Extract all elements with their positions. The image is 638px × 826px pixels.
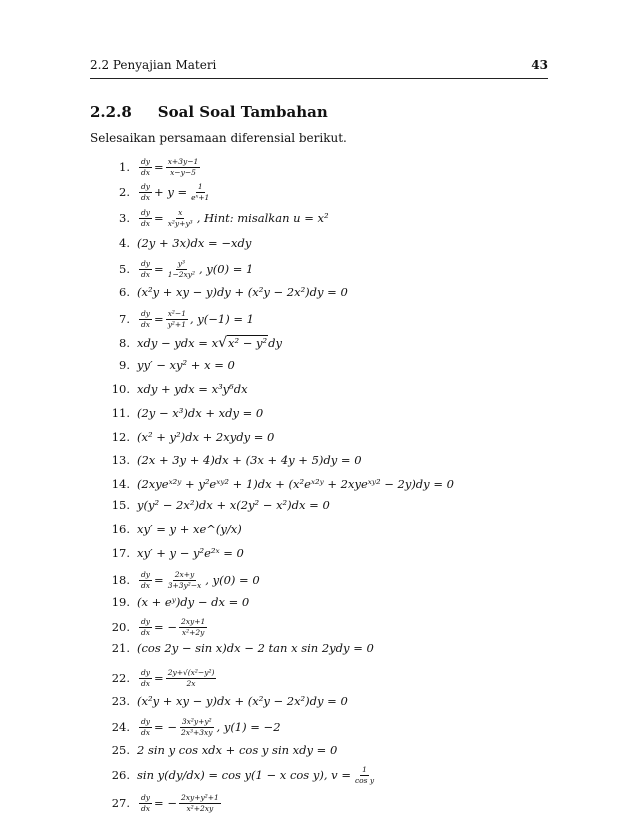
equation-text: xy′ = y + xe^(y/x) (137, 522, 242, 536)
equation-operator: = (154, 211, 164, 226)
equation (137, 794, 223, 813)
item-number: 5. (119, 262, 130, 277)
rhs-fraction-numerator: 2y+√(x²−y²) (167, 668, 215, 677)
equation-text: (2y + 3x)dx = −xdy (137, 236, 252, 250)
equation-text: (x²y + xy − y)dy + (x²y − 2x²)dy = 0 (137, 285, 348, 299)
rhs-fraction-denominator: 2x³+3xy (180, 727, 213, 737)
list-item (105, 260, 253, 279)
equation-text: (x²y + xy − y)dx + (x²y − 2x²)dy = 0 (137, 694, 348, 708)
rhs-fraction (166, 260, 197, 279)
header-rule (90, 78, 548, 79)
list-item (105, 743, 337, 757)
rhs-fraction (166, 209, 195, 228)
equation-operator: = (154, 671, 164, 686)
list-item (105, 546, 244, 560)
item-number: 19. (111, 595, 130, 609)
rhs-fraction-denominator: 2x (186, 678, 196, 688)
item-number: 17. (111, 546, 130, 560)
equation-text: yy′ − xy² + x = 0 (137, 358, 235, 372)
rhs-fraction-numerator: 1 (362, 765, 367, 774)
equation-operator: = (154, 160, 164, 175)
derivative-fraction (139, 310, 152, 329)
derivative-fraction (139, 794, 152, 813)
rhs-fraction (166, 158, 201, 177)
equation-text: (2y − x³)dx + xdy = 0 (137, 406, 264, 420)
equation-text: (2x + 3y + 4)dx + (3x + 4y + 5)dy = 0 (137, 453, 362, 467)
intro-text: Selesaikan persamaan diferensial berikut. (90, 131, 347, 145)
equation-tail: , Hint: misalkan u = x² (196, 211, 329, 226)
equation-text: sin y(dy/dx) = cos y(1 − x cos y), v = (137, 768, 351, 783)
equation-tail: dy (268, 335, 283, 350)
derivative-fraction (139, 571, 152, 590)
equation (137, 546, 244, 560)
item-number: 3. (119, 211, 130, 226)
rhs-fraction (179, 618, 207, 637)
derivative-fraction-denominator: dx (141, 192, 151, 202)
list-item (105, 236, 251, 250)
equation-operator: = (154, 312, 164, 327)
item-number: 24. (111, 720, 130, 735)
equation-operator: = (154, 262, 164, 277)
derivative-fraction-numerator: dy (141, 668, 151, 677)
equation-tail: , y(−1) = 1 (190, 312, 254, 327)
list-item (105, 669, 218, 688)
list-item (105, 618, 209, 637)
equation (137, 571, 260, 590)
derivative-fraction-denominator: dx (141, 580, 151, 590)
equation-operator: + y = (154, 185, 188, 200)
item-number: 8. (119, 335, 130, 350)
list-item (105, 406, 263, 420)
rhs-fraction (179, 794, 221, 813)
rhs-fraction-denominator: y²+1 (167, 319, 186, 329)
rhs-fraction-denominator: 3+3y²−x (167, 580, 202, 590)
rhs-fraction-denominator: x²+2xy (186, 803, 214, 813)
list-item (105, 453, 362, 467)
equation-text: (x² + y²)dx + 2xydy = 0 (137, 430, 275, 444)
equation (137, 743, 337, 757)
derivative-fraction-numerator: dy (141, 570, 151, 579)
equation-text: xy′ + y − y²e²ˣ = 0 (137, 546, 244, 560)
item-number: 26. (111, 768, 130, 783)
rhs-fraction-numerator: 1 (197, 182, 203, 191)
running-header (90, 58, 548, 72)
derivative-fraction-numerator: dy (141, 259, 151, 268)
list-item (105, 595, 249, 609)
rhs-fraction-numerator: x+3y−1 (167, 157, 199, 166)
rhs-fraction-numerator: 3x²y+y² (181, 717, 212, 726)
equation (137, 453, 362, 467)
equation-text: xdy − ydx = x (137, 335, 219, 350)
rhs-fraction-numerator: y³ (177, 259, 185, 268)
equation (137, 430, 274, 444)
equation-text: y(y² − 2x²)dx + x(2y² − x²)dx = 0 (137, 498, 330, 512)
equation-text: (x + eʸ)dy − dx = 0 (137, 595, 250, 609)
derivative-fraction-numerator: dy (141, 309, 151, 318)
equation (137, 236, 251, 250)
list-item (105, 718, 281, 737)
item-number: 25. (111, 743, 130, 757)
rhs-fraction-denominator: cos y (354, 775, 375, 785)
item-number: 27. (111, 796, 130, 811)
item-number: 20. (111, 620, 130, 635)
equation-tail: , y(0) = 0 (205, 573, 260, 588)
item-number: 6. (119, 285, 130, 299)
equation (137, 335, 282, 350)
derivative-fraction (139, 618, 152, 637)
derivative-fraction (139, 669, 152, 688)
rhs-fraction (179, 718, 215, 737)
derivative-fraction-denominator: dx (141, 167, 151, 177)
derivative-fraction-denominator: dx (141, 218, 151, 228)
list-item (105, 477, 454, 491)
equation-tail: , y(1) = −2 (216, 720, 281, 735)
item-number: 10. (111, 382, 130, 396)
list-item (105, 358, 235, 372)
equation (137, 618, 209, 637)
radicand: x² − y² (228, 336, 268, 350)
equation (137, 595, 249, 609)
equation (137, 718, 281, 737)
equation-operator: = − (154, 796, 177, 811)
item-number: 15. (111, 498, 130, 512)
rhs-fraction-numerator: x (178, 208, 183, 217)
equation-operator: = (154, 573, 164, 588)
list-item (105, 285, 348, 299)
item-number: 2. (119, 185, 130, 200)
equation (137, 522, 242, 536)
equation-operator: = − (154, 620, 177, 635)
list-item (105, 183, 213, 202)
item-number: 16. (111, 522, 130, 536)
list-item (105, 310, 254, 329)
item-number: 9. (119, 358, 130, 372)
equation (137, 260, 253, 279)
list-item (105, 158, 202, 177)
section-number: 2.2.8 (90, 103, 132, 121)
equation (137, 310, 254, 329)
rhs-fraction (353, 766, 376, 785)
equation (137, 641, 374, 655)
list-item (105, 522, 242, 536)
page-number: 43 (531, 58, 548, 72)
rhs-fraction-denominator: x²+2y (181, 627, 205, 637)
rhs-fraction-denominator: eˣ+1 (191, 192, 210, 202)
equation-tail: , y(0) = 1 (199, 262, 254, 277)
derivative-fraction (139, 158, 152, 177)
derivative-fraction (139, 718, 152, 737)
item-number: 18. (111, 573, 130, 588)
item-number: 4. (119, 236, 130, 250)
item-number: 22. (111, 671, 130, 686)
derivative-fraction (139, 209, 152, 228)
derivative-fraction (139, 183, 152, 202)
item-number: 14. (111, 477, 130, 491)
equation (137, 498, 330, 512)
equation-operator: = − (154, 720, 177, 735)
equation (137, 382, 248, 396)
derivative-fraction-denominator: dx (141, 269, 151, 279)
equation (137, 358, 235, 372)
list-item (105, 794, 223, 813)
list-item (105, 694, 348, 708)
rhs-fraction-denominator: 1−2xy² (167, 269, 195, 279)
equation (137, 285, 348, 299)
rhs-fraction (166, 669, 217, 688)
equation-text: (2xyeˣ²ʸ + y²eˣʸ² + 1)dx + (x²eˣ²ʸ + 2xyeˣʸ² − 2y)dy = 0 (137, 477, 454, 491)
derivative-fraction-numerator: dy (141, 157, 151, 166)
derivative-fraction-denominator: dx (141, 319, 151, 329)
square-root (218, 335, 268, 350)
rhs-fraction-numerator: 2xy+1 (180, 617, 206, 626)
rhs-fraction-numerator: x²−1 (167, 309, 186, 318)
item-number: 7. (119, 312, 130, 327)
list-item (105, 209, 329, 228)
rhs-fraction (189, 183, 211, 202)
derivative-fraction-numerator: dy (141, 208, 151, 217)
equation (137, 406, 263, 420)
list-item (105, 335, 282, 350)
equation-text: (cos 2y − sin x)dx − 2 tan x sin 2ydy = 0 (137, 641, 374, 655)
item-number: 1. (119, 160, 130, 175)
section-title: Soal Soal Tambahan (157, 103, 328, 121)
rhs-fraction (166, 571, 204, 590)
rhs-fraction-denominator: x²y+y³ (167, 218, 193, 228)
item-number: 23. (111, 694, 130, 708)
header-section-title: 2.2 Penyajian Materi (90, 58, 217, 72)
list-item (105, 766, 378, 785)
derivative-fraction-numerator: dy (141, 793, 151, 802)
derivative-fraction (139, 260, 152, 279)
item-number: 12. (111, 430, 130, 444)
item-number: 21. (111, 641, 130, 655)
list-item (105, 430, 274, 444)
equation (137, 766, 378, 785)
equation (137, 209, 329, 228)
rhs-fraction-numerator: 2xy+y²+1 (180, 793, 219, 802)
equation-text: 2 sin y cos xdx + cos y sin xdy = 0 (137, 743, 338, 757)
derivative-fraction-numerator: dy (141, 717, 151, 726)
list-item (105, 498, 330, 512)
equation (137, 183, 213, 202)
equation (137, 669, 218, 688)
derivative-fraction-denominator: dx (141, 803, 151, 813)
list-item (105, 382, 248, 396)
equation (137, 694, 348, 708)
derivative-fraction-numerator: dy (141, 182, 151, 191)
rhs-fraction-numerator: 2x+y (174, 570, 195, 579)
derivative-fraction-denominator: dx (141, 678, 151, 688)
derivative-fraction-denominator: dx (141, 727, 151, 737)
derivative-fraction-denominator: dx (141, 627, 151, 637)
list-item (105, 571, 260, 590)
equation (137, 477, 454, 491)
rhs-fraction (166, 310, 188, 329)
list-item (105, 641, 374, 655)
radical-sign: √ (218, 335, 227, 351)
item-number: 11. (111, 406, 130, 420)
item-number: 13. (111, 453, 130, 467)
equation (137, 158, 202, 177)
derivative-fraction-numerator: dy (141, 617, 151, 626)
rhs-fraction-denominator: x−y−5 (170, 167, 196, 177)
section-heading (90, 103, 328, 121)
equation-text: xdy + ydx = x³y⁶dx (137, 382, 248, 396)
